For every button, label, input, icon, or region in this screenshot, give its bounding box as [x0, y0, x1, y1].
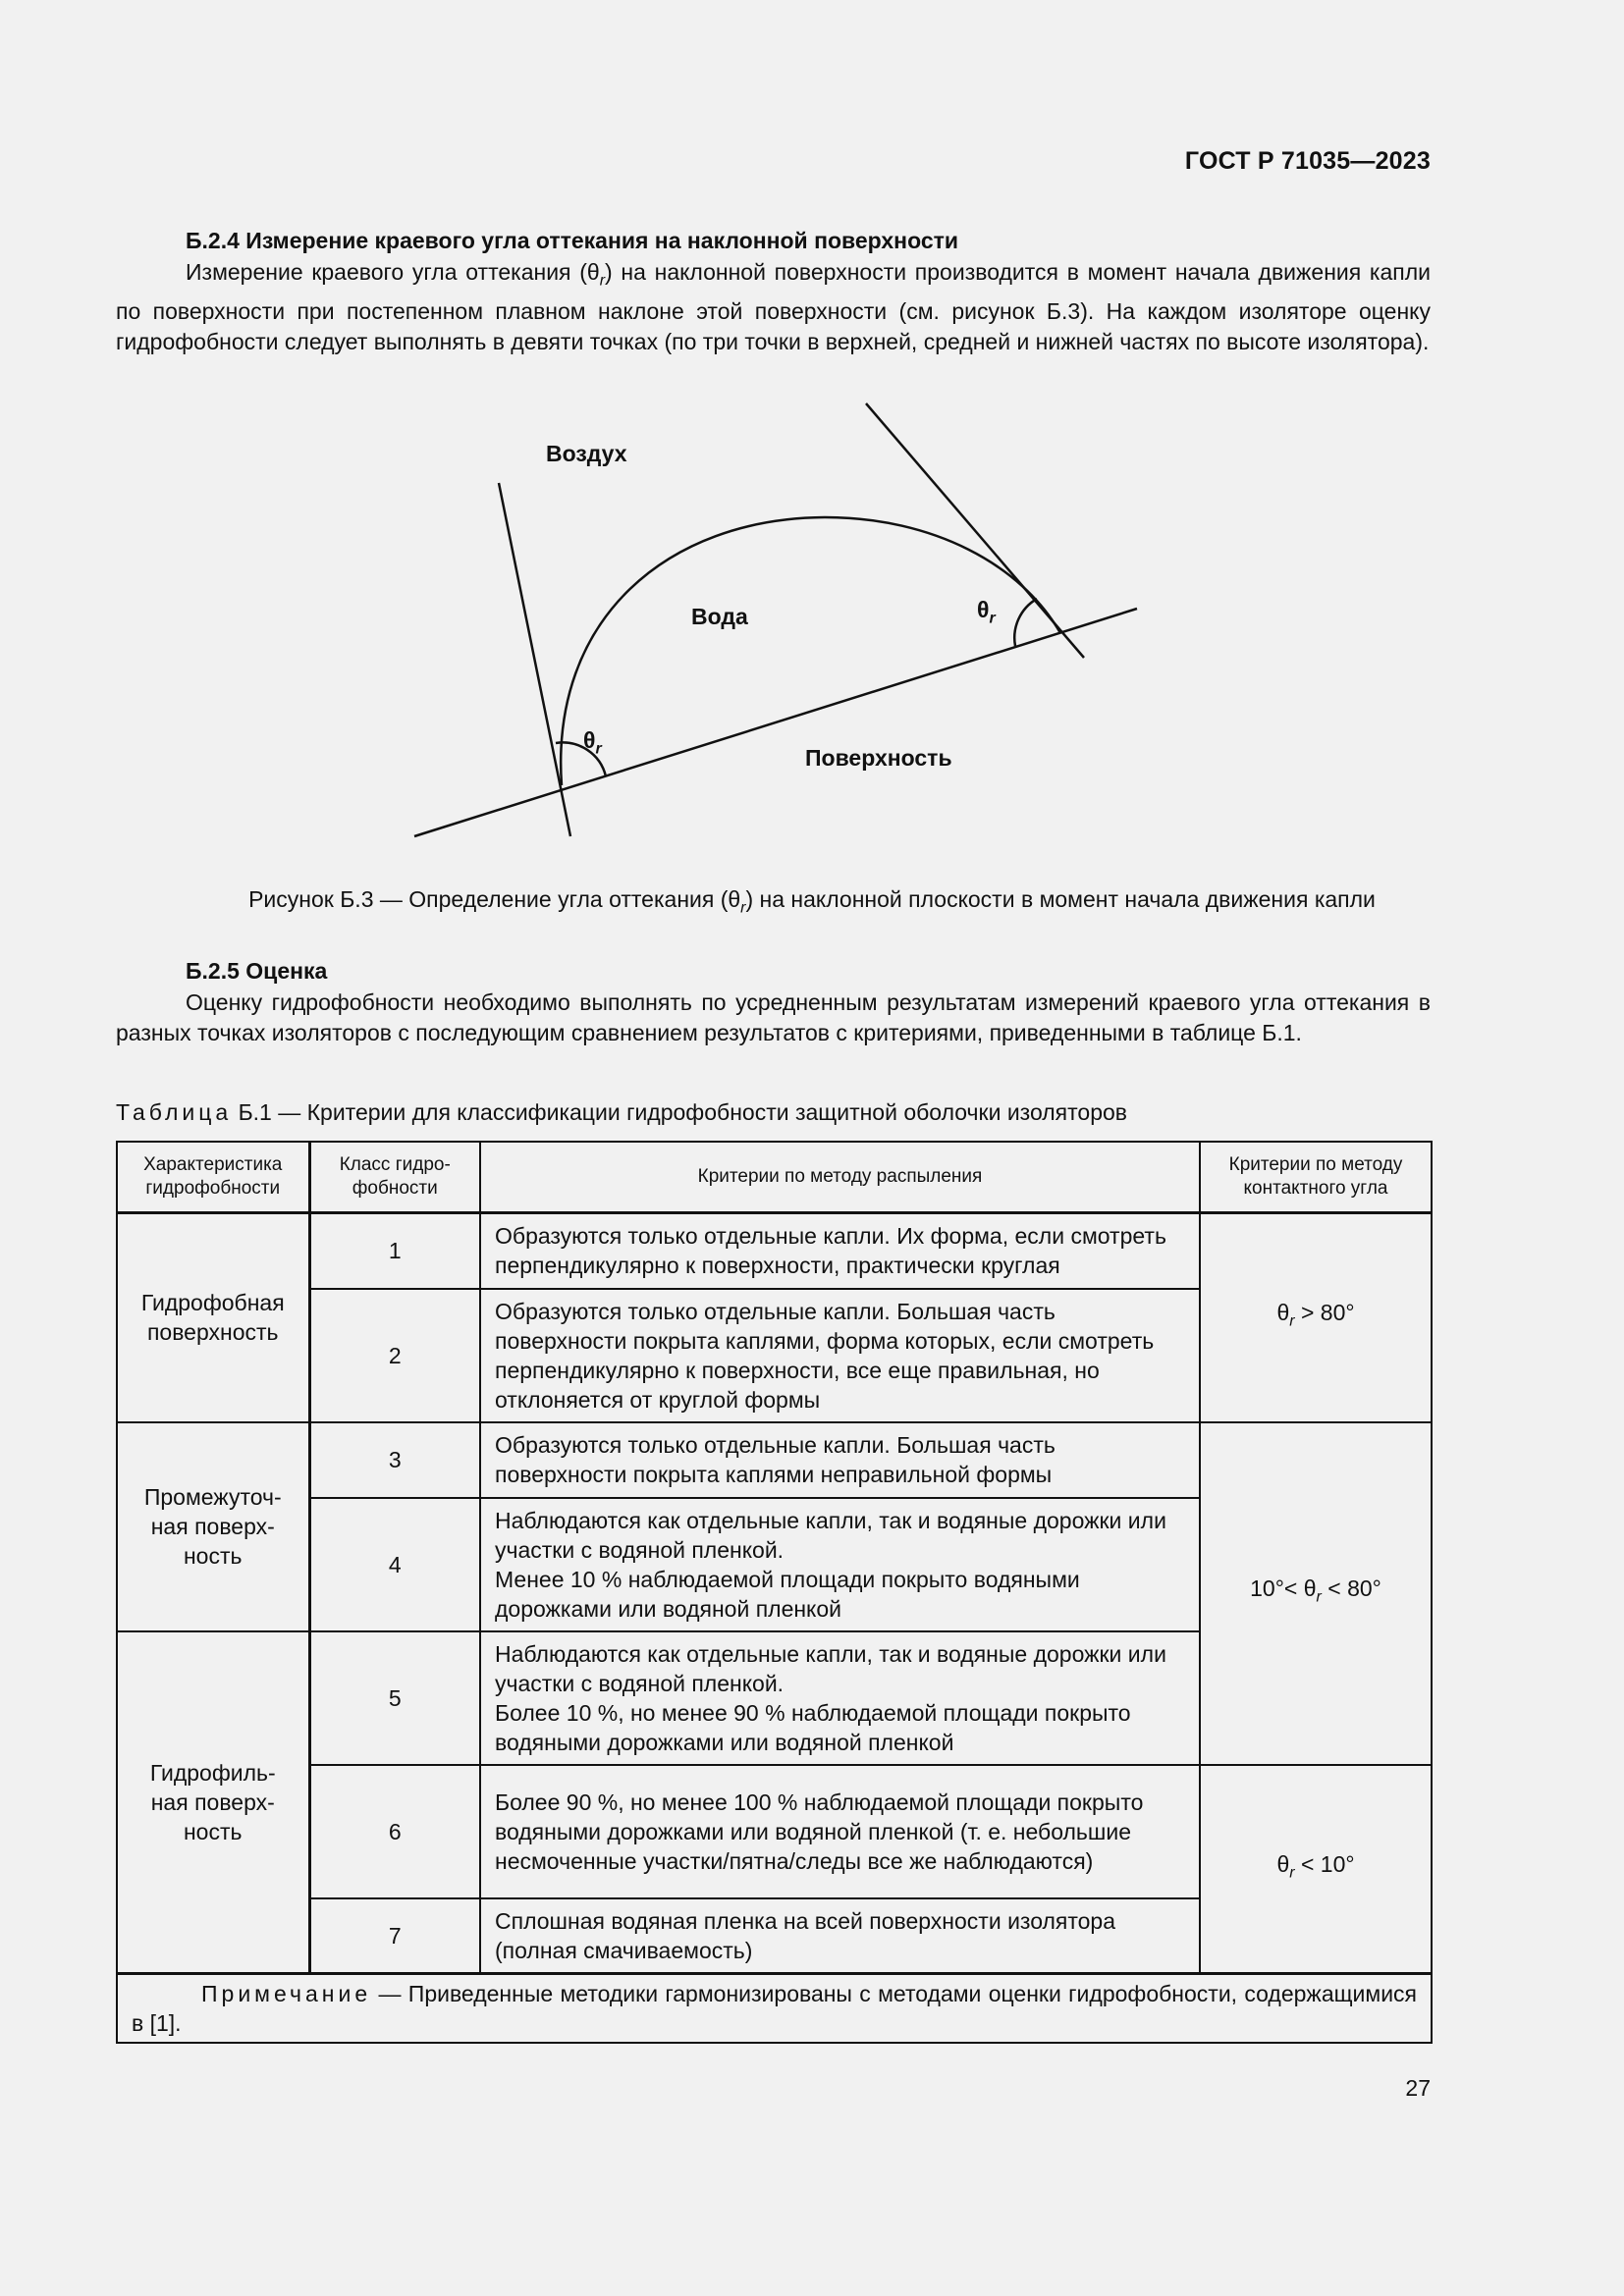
class-cell: 4 [309, 1498, 480, 1631]
section-b25-title: Б.2.5 Оценка [186, 958, 328, 984]
class-cell: 1 [309, 1213, 480, 1289]
spray-cell: Более 90 %, но менее 100 % наблюдаемой площади покрыто водяными дорожками или водяной пленкой (т. е. небольшие несмоченные участки/пятна/следы все же наблюдаются) [480, 1765, 1200, 1898]
class-cell: 6 [309, 1765, 480, 1898]
group-hydrophilic: Гидрофиль-ная поверх-ность [117, 1631, 309, 1974]
spray-cell: Наблюдаются как отдельные капли, так и водяные дорожки или участки с водяной пленкой. Более 10 %, но менее 90 % наблюдаемой площади покрыто водяными дорожками или водяной пленкой [480, 1631, 1200, 1765]
class-cell: 5 [309, 1631, 480, 1765]
header-contact: Критерии по методу контактного угла [1200, 1142, 1432, 1213]
group-intermediate: Промежуточ-ная поверх-ность [117, 1422, 309, 1631]
spray-cell: Образуются только отдельные капли. Большая часть поверхности покрыта каплями неправильной формы [480, 1422, 1200, 1498]
table-note-row [117, 1974, 1432, 2044]
header-spray: Критерии по методу распыления [480, 1142, 1200, 1213]
theta-right-label: $\theta_r$ [977, 597, 996, 627]
criteria-table [116, 1141, 1433, 2044]
contact-criterion-hydrophilic: $\theta_r < 10^\circ$ [1200, 1765, 1432, 1974]
class-cell: 2 [309, 1289, 480, 1422]
spray-cell: Наблюдаются как отдельные капли, так и водяные дорожки или участки с водяной пленкой. Менее 10 % наблюдаемой площади покрыто водяными дорожками или водяной пленкой [480, 1498, 1200, 1631]
air-label: Воздух [546, 441, 627, 466]
theta-left-label: $\theta_r$ [583, 727, 602, 758]
surface-line [414, 609, 1137, 836]
figure-caption: Рисунок Б.3 — Определение угла оттекания $(\theta_r)$ на наклонной плоскости в момент начала движения капли [248, 886, 1376, 917]
table-caption: Таблица Б.1 — Критерии для классификации гидрофобности защитной оболочки изоляторов [116, 1099, 1128, 1125]
header-characteristic: Характеристика гидрофобности [117, 1142, 309, 1213]
surface-label: Поверхность [805, 745, 952, 771]
section-b24-title: Б.2.4 Измерение краевого угла оттекания на наклонной поверхности [186, 228, 959, 253]
right-angle-arc [1014, 599, 1037, 646]
spray-cell: Образуются только отдельные капли. Их форма, если смотреть перпендикулярно к поверхности, практически круглая [480, 1213, 1200, 1289]
class-cell: 3 [309, 1422, 480, 1498]
contact-criterion-hydrophobic: $\theta_r > 80^\circ$ [1200, 1213, 1432, 1422]
section-b24-paragraph: Измерение краевого угла оттекания $(\theta_r)$ на наклонной поверхности производится в момент начала движения капли по поверхности при постепенном плавном наклоне этой поверхности (см. рисунок Б.3). На каждом изоляторе оценку гидрофобности следует выполнять в девяти точках (по три точки в верхней, средней и нижней частях по высоте изолятора). [116, 259, 1432, 354]
standard-header: ГОСТ Р 71035—2023 [1184, 147, 1431, 175]
group-hydrophobic: Гидрофобная поверхность [117, 1213, 309, 1422]
table-row [117, 1213, 1432, 1289]
table-row [117, 1765, 1432, 1898]
section-b25-paragraph: Оценку гидрофобности необходимо выполнять по усредненным результатам измерений краевого угла оттекания в разных точках изоляторов с последующим сравнением результатов с критериями, приведенными в таблице Б.1. [116, 989, 1431, 1045]
header-class: Класс гидро-фобности [309, 1142, 480, 1213]
water-label: Вода [691, 604, 748, 629]
spray-cell: Сплошная водяная пленка на всей поверхности изолятора (полная смачиваемость) [480, 1898, 1200, 1974]
table-row [117, 1422, 1432, 1498]
spray-cell: Образуются только отдельные капли. Большая часть поверхности покрыта каплями, форма которых, если смотреть перпендикулярно к поверхности, все еще правильная, но отклоняется от круглой формы [480, 1289, 1200, 1422]
class-cell: 7 [309, 1898, 480, 1974]
left-tangent-line [499, 483, 570, 836]
table-header-row [117, 1142, 1432, 1213]
page-number: 27 [1405, 2075, 1431, 2101]
table-note: Примечание — Приведенные методики гармонизированы с методами оценки гидрофобности, содержащимися в [1]. [117, 1974, 1432, 2044]
contact-criterion-intermediate: $10^\circ< \theta_r < 80^\circ$ [1200, 1422, 1432, 1765]
